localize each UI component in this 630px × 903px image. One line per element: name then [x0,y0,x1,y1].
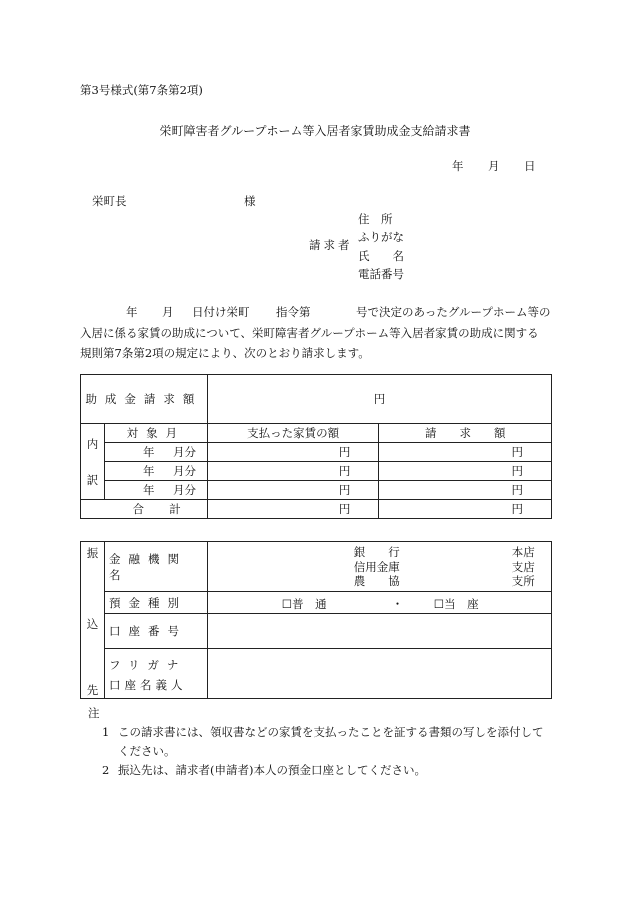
paid-rent-1[interactable]: 円 [207,443,379,462]
note-item: 2 振込先は、請求者(申請者)本人の預金口座としてください。 [102,763,426,777]
table-row [81,462,552,481]
requester-furigana-label: ふりがな [358,230,404,244]
para-month: 月 [162,305,174,319]
paid-rent-2[interactable]: 円 [207,462,379,481]
sum-row [81,500,552,519]
claim-amount-3[interactable]: 円 [379,481,552,500]
sum-claim-amount[interactable]: 円 [379,500,552,519]
target-month-1[interactable]: 年 月分 [104,443,207,462]
date-month: 月 [488,159,500,173]
header-paid-rent: 支払った家賃の額 [207,424,379,443]
addressee-mayor: 栄町長 [92,194,127,208]
para-line-3: 規則第7条第2項の規定により、次のとおり請求します。 [80,346,370,360]
requester-label: 請求者 [309,238,353,252]
request-paragraph [80,302,555,364]
amount-table [80,374,552,519]
addressee-honorific: 様 [244,194,256,208]
agri-coop-type: 農 協 [353,574,400,588]
current-checkbox[interactable]: ☐当 座 [433,597,479,611]
para-date-town: 日付け栄町 [192,305,250,319]
account-number-value[interactable] [207,614,551,649]
total-claim-label: 助成金請求額 [81,375,208,424]
para-year: 年 [126,305,138,319]
deposit-type-label: 預金種別 [104,592,207,614]
sum-paid-rent[interactable]: 円 [207,500,379,519]
claim-amount-1[interactable]: 円 [379,443,552,462]
page-title: 栄町障害者グループホーム等入居者家賃助成金支給請求書 [159,124,471,138]
form-number: 第3号様式(第7条第2項) [80,83,203,97]
date-year: 年 [452,159,464,173]
head-office-type: 本店 [511,545,535,559]
bank-type: 銀 行 [353,545,400,559]
deposit-type-value [207,592,551,614]
requester-phone-label: 電話番号 [358,267,404,281]
header-target-month: 対象月 [104,424,207,443]
target-month-3[interactable]: 年 月分 [104,481,207,500]
credit-union-type: 信用金庫 [353,559,400,574]
bank-table [80,541,552,699]
table-row [81,481,552,500]
table-row [81,443,552,462]
institution-label: 金融機関名 [104,542,207,592]
note-item-continued: ください。 [118,744,176,758]
total-claim-value[interactable]: 円 [207,375,551,424]
notes-section [88,704,558,780]
institution-value[interactable] [207,542,551,592]
note-item: 1 この請求書には、領収書などの家賃を支払ったことを証する書類の写しを添付して [102,725,544,739]
sub-branch-type: 支所 [511,574,535,588]
para-decision: 号で決定のあったグループホーム等の [356,305,551,319]
date-day: 日 [524,159,536,173]
account-holder-value[interactable] [207,649,551,699]
breakdown-side-label: 内 訳 [81,424,105,500]
notes-heading: 注 [88,706,100,720]
claim-amount-2[interactable]: 円 [379,462,552,481]
ordinary-checkbox[interactable]: ☐普 通 [281,597,327,611]
account-number-label: 口座番号 [104,614,207,649]
furigana-label: フリガナ [104,649,207,675]
para-order-no: 指令第 [276,305,311,319]
requester-name-label: 氏 名 [358,249,404,263]
sum-label: 合 計 [81,500,208,519]
header-claim-amount: 請 求 額 [379,424,552,443]
account-holder-label: 口座名義人 [104,675,207,699]
separator-dot: ・ [391,597,404,611]
target-month-2[interactable]: 年 月分 [104,462,207,481]
requester-address-label: 住 所 [358,212,393,226]
paid-rent-3[interactable]: 円 [207,481,379,500]
transfer-side-label: 振 込 先 [81,542,105,699]
para-line-2: 入居に係る家賃の助成について、栄町障害者グループホーム等入居者家賃の助成に関する [80,325,539,340]
branch-type: 支店 [511,559,535,574]
